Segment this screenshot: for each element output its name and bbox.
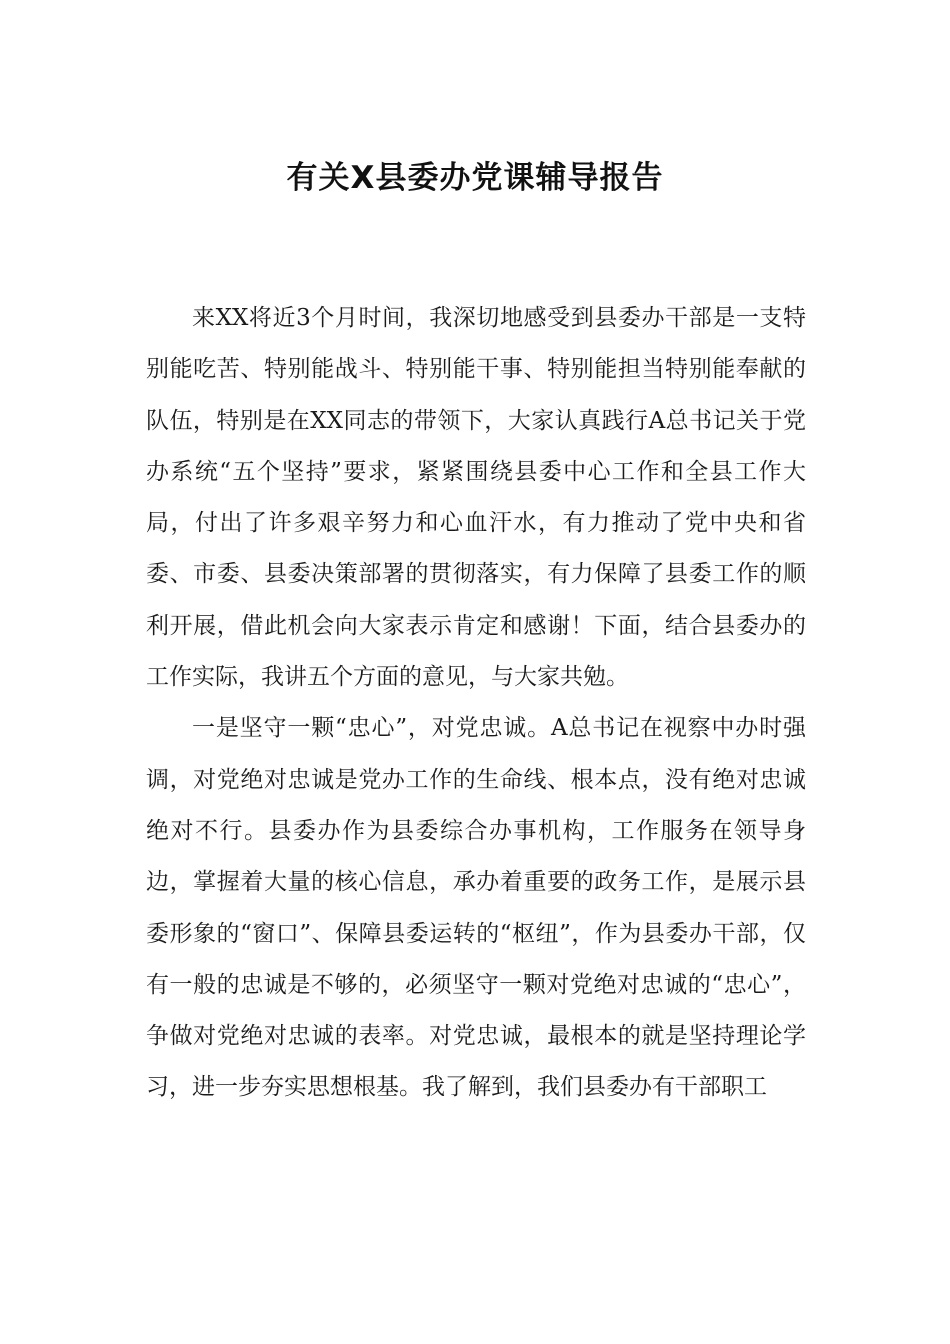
paragraph-loyalty: 一是坚守一颗“忠心”，对党忠诚。A总书记在视察中办时强调，对党绝对忠诚是党办工作的生命线、根本点，没有绝对忠诚绝对不行。县委办作为县委综合办事机构，工作服务在领导身边，掌握着大量的核心信息，承办着重要的政务工作，是展示县委形象的“窗口”、保障县委运转的“枢纽”，作为县委办干部，仅有一般的忠诚是不够的，必须坚守一颗对党绝对忠诚的“忠心”，争做对党绝对忠诚的表率。对党忠诚，最根本的就是坚持理论学习，进一步夯实思想根基。我了解到，我们县委办有干部职工	[146, 715, 806, 1101]
paragraph-intro: 来XX将近3个月时间，我深切地感受到县委办干部是一支特别能吃苦、特别能战斗、特别能干事、特别能担当特别能奉献的队伍，特别是在XX同志的带领下，大家认真践行A总书记关于党办系统“五个坚持”要求，紧紧围绕县委中心工作和全县工作大局，付出了许多艰辛努力和心血汗水，有力推动了党中央和省委、市委、县委决策部署的贯彻落实，有力保障了县委工作的顺利开展，借此机会向大家表示肯定和感谢！下面，结合县委办的工作实际，我讲五个方面的意见，与大家共勉。	[146, 305, 806, 691]
document-body	[146, 293, 806, 1114]
document-title: 有关X县委办党课辅导报告	[286, 160, 664, 196]
